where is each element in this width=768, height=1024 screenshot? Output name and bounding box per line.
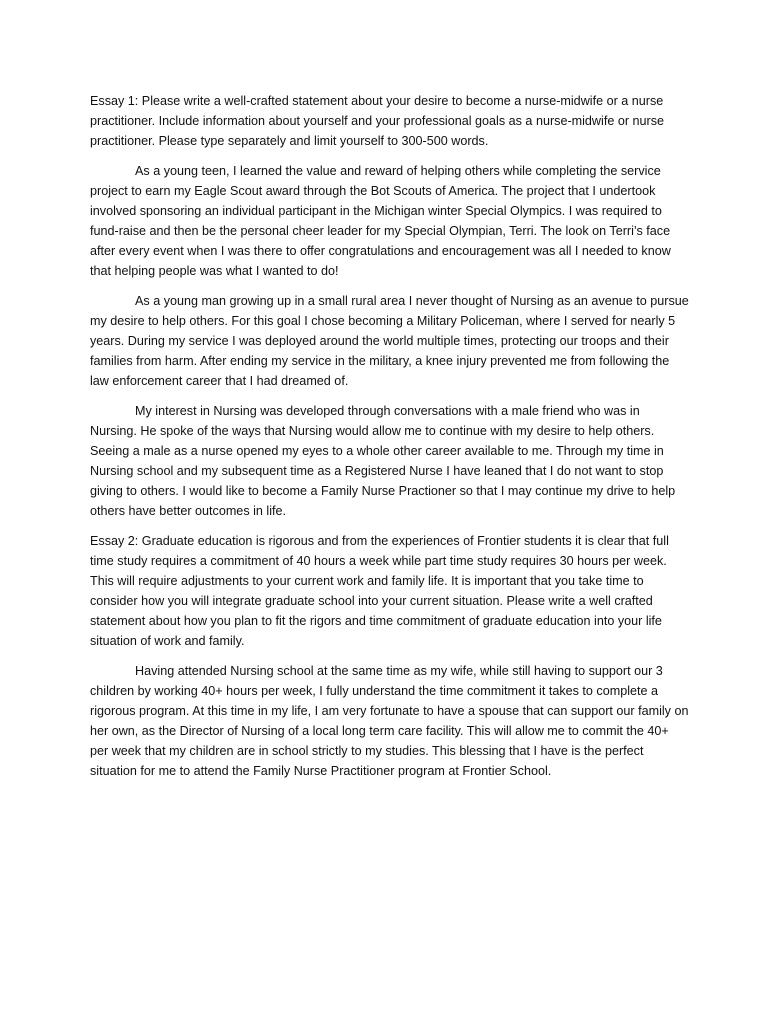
essay-2-paragraph-plan: Having attended Nursing school at the same time as my wife, while still having to support our 3 children by working 40+ hours per week, I fully understand the time commitment it takes to complete a rigorous program. At this time in my life, I am very fortunate to have a spouse that can support our family on her own, as the Director of Nursing of a local long term care facility. This will allow me to commit the 40+ per week that my children are in school strictly to my studies. This blessing that I have is the perfect situation for me to attend the Family Nurse Practitioner program at Frontier School. <box>90 664 689 778</box>
essay-1-paragraph-nursing-interest: My interest in Nursing was developed through conversations with a male friend who was in Nursing. He spoke of the ways that Nursing would allow me to continue with my desire to help others. Seeing a male as a nurse opened my eyes to a whole other career available to me. Through my time in Nursing school and my subsequent time as a Registered Nurse I have leaned that I do not want to stop giving to others. I would like to become a Family Nurse Practioner so that I may continue my drive to help others have better outcomes in life. <box>90 404 676 518</box>
document-page <box>90 91 690 791</box>
essay-2-prompt: Essay 2: Graduate education is rigorous and from the experiences of Frontier students it is clear that full time study requires a commitment of 40 hours a week while part time study requires 30 hours per week. This will require adjustments to your current work and family life. It is important that you take time to consider how you will integrate graduate school into your current situation. Please write a well crafted statement about how you plan to fit the rigors and time commitment of graduate education into your life situation of work and family. <box>90 534 669 648</box>
essay-1-paragraph-military: As a young man growing up in a small rural area I never thought of Nursing as an avenue to pursue my desire to help others. For this goal I chose becoming a Military Policeman, where I served for nearly 5 years. During my service I was deployed around the world multiple times, protecting our troops and their families from harm. After ending my service in the military, a knee injury prevented me from following the law enforcement career that I had dreamed of. <box>90 294 689 388</box>
essay-1-paragraph-eagle-scout: As a young teen, I learned the value and reward of helping others while completing the service project to earn my Eagle Scout award through the Bot Scouts of America. The project that I undertook involved sponsoring an individual participant in the Michigan winter Special Olympics. I was required to fund-raise and then be the personal cheer leader for my Special Olympian, Terri. The look on Terri’s face after every event when I was there to offer congratulations and encouragement was all I needed to know that helping people was what I wanted to do! <box>90 164 671 278</box>
essay-1-prompt: Essay 1: Please write a well-crafted statement about your desire to become a nurse-midwife or a nurse practitioner. Include information about yourself and your professional goals as a nurse-midwife or nurse practitioner. Please type separately and limit yourself to 300-500 words. <box>90 94 665 148</box>
